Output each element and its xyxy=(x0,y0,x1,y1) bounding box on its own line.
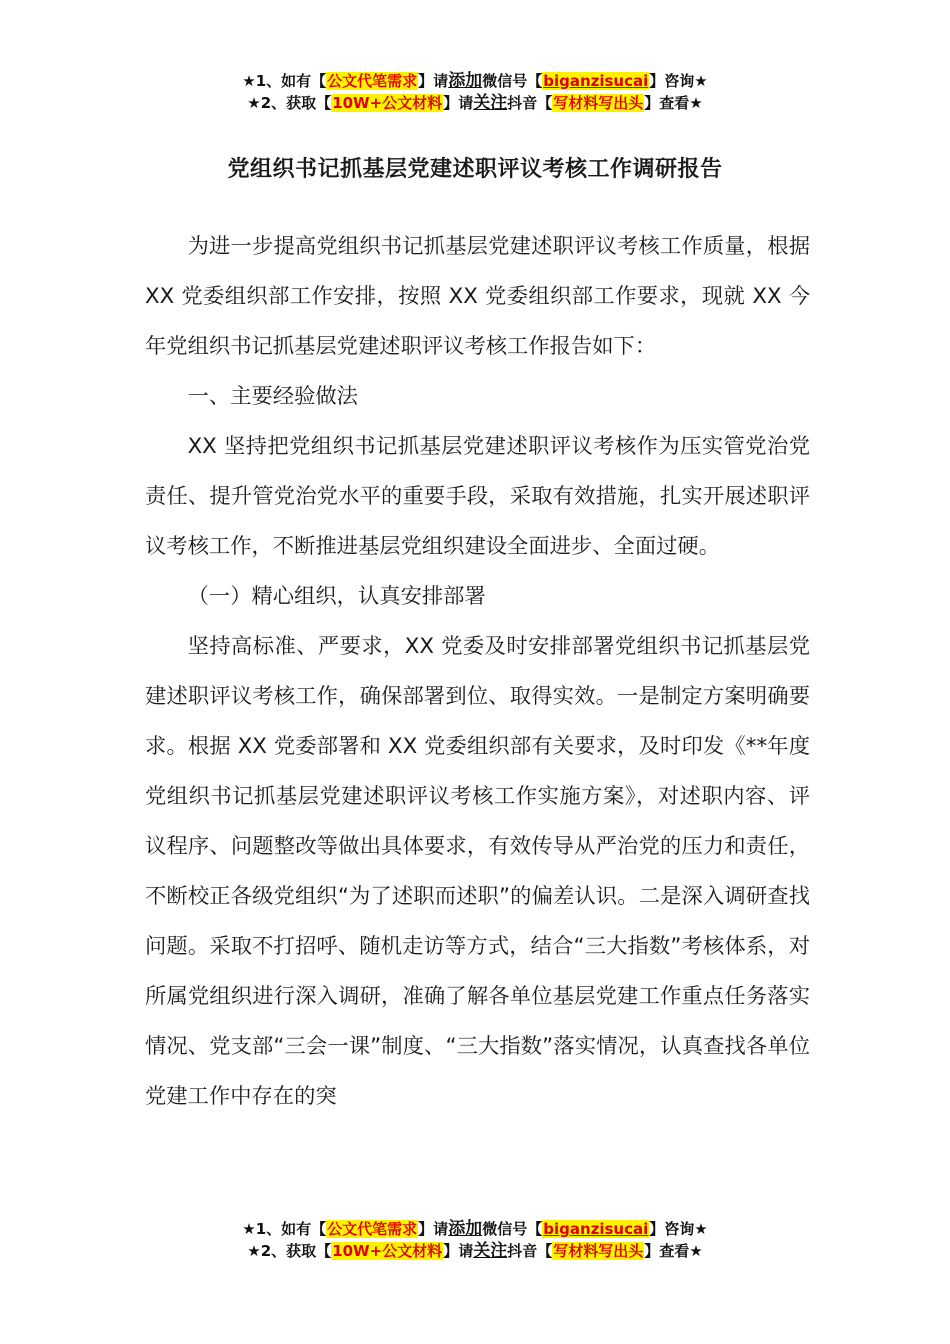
promo-text: ★1、如有【 xyxy=(242,1220,327,1238)
promo-emphasis: 关注 xyxy=(473,1241,508,1261)
promo-text: 】请 xyxy=(418,72,449,90)
promo-line-2 xyxy=(0,1240,950,1262)
promo-text: 抖音【 xyxy=(507,1242,553,1260)
promo-text: 】咨询★ xyxy=(649,72,708,90)
section-heading-1: 一、主要经验做法 xyxy=(187,384,358,409)
wechat-id-link[interactable]: biganzisucai xyxy=(543,72,649,90)
promo-line-2 xyxy=(0,92,950,114)
promo-banner-bottom xyxy=(0,1218,950,1262)
promo-text: 微信号【 xyxy=(482,1220,543,1238)
promo-text: 】请 xyxy=(443,94,474,112)
promo-highlight: 10W+公文材料 xyxy=(332,1242,443,1260)
promo-banner-top xyxy=(0,70,950,114)
promo-text: 】查看★ xyxy=(644,1242,703,1260)
douyin-account: 写材料写出头 xyxy=(553,94,644,112)
document-title: 党组织书记抓基层党建述职评议考核工作调研报告 xyxy=(227,157,723,182)
paragraph: 坚持高标准、严要求，XX 党委及时安排部署党组织书记抓基层党建述职评议考核工作，确保部署到位、取得实效。一是制定方案明确要求。根据 XX 党委部署和 XX 党委组织部有关要求，及时印发《**年度党组织书记抓基层党建述职评议考核工作实施方案》，对述职内容、评议程序、问题整改等做出具体要求，有效传导从严治党的压力和责任，不断校正各级党组织“为了述职而述职”的偏差认识。二是深入调研查找问题。采取不打招呼、随机走访等方式，结合“三大指数”考核体系，对所属党组织进行深入调研，准确了解各单位基层党建工作重点任务落实情况、党支部“三会一课”制度、“三大指数”落实情况，认真查找各单位党建工作中存在的突 xyxy=(145,634,810,1109)
promo-highlight: 公文代笔需求 xyxy=(327,72,418,90)
promo-text: 】请 xyxy=(443,1242,474,1260)
promo-text: 】查看★ xyxy=(644,94,703,112)
promo-line-1 xyxy=(0,70,950,92)
promo-emphasis: 添加 xyxy=(448,1219,483,1239)
promo-text: ★1、如有【 xyxy=(242,72,327,90)
promo-text: 微信号【 xyxy=(482,72,543,90)
promo-highlight: 10W+公文材料 xyxy=(332,94,443,112)
promo-emphasis: 添加 xyxy=(448,71,483,91)
promo-emphasis: 关注 xyxy=(473,93,508,113)
subsection-heading-1: （一）精心组织，认真安排部署 xyxy=(187,584,486,609)
paragraph-intro: 为进一步提高党组织书记抓基层党建述职评议考核工作质量，根据 XX 党委组织部工作安排，按照 XX 党委组织部工作要求，现就 XX 今年党组织书记抓基层党建述职评议考核工作报告如下： xyxy=(145,234,810,359)
douyin-account: 写材料写出头 xyxy=(553,1242,644,1260)
promo-text: ★2、获取【 xyxy=(247,94,332,112)
promo-text: 】咨询★ xyxy=(649,1220,708,1238)
promo-text: 】请 xyxy=(418,1220,449,1238)
promo-highlight: 公文代笔需求 xyxy=(327,1220,418,1238)
wechat-id-link[interactable]: biganzisucai xyxy=(543,1220,649,1238)
promo-text: ★2、获取【 xyxy=(247,1242,332,1260)
paragraph: XX 坚持把党组织书记抓基层党建述职评议考核作为压实管党治党责任、提升管党治党水平的重要手段，采取有效措施，扎实开展述职评议考核工作，不断推进基层党组织建设全面进步、全面过硬。 xyxy=(145,434,810,559)
document-body xyxy=(145,222,810,1122)
promo-line-1 xyxy=(0,1218,950,1240)
promo-text: 抖音【 xyxy=(507,94,553,112)
